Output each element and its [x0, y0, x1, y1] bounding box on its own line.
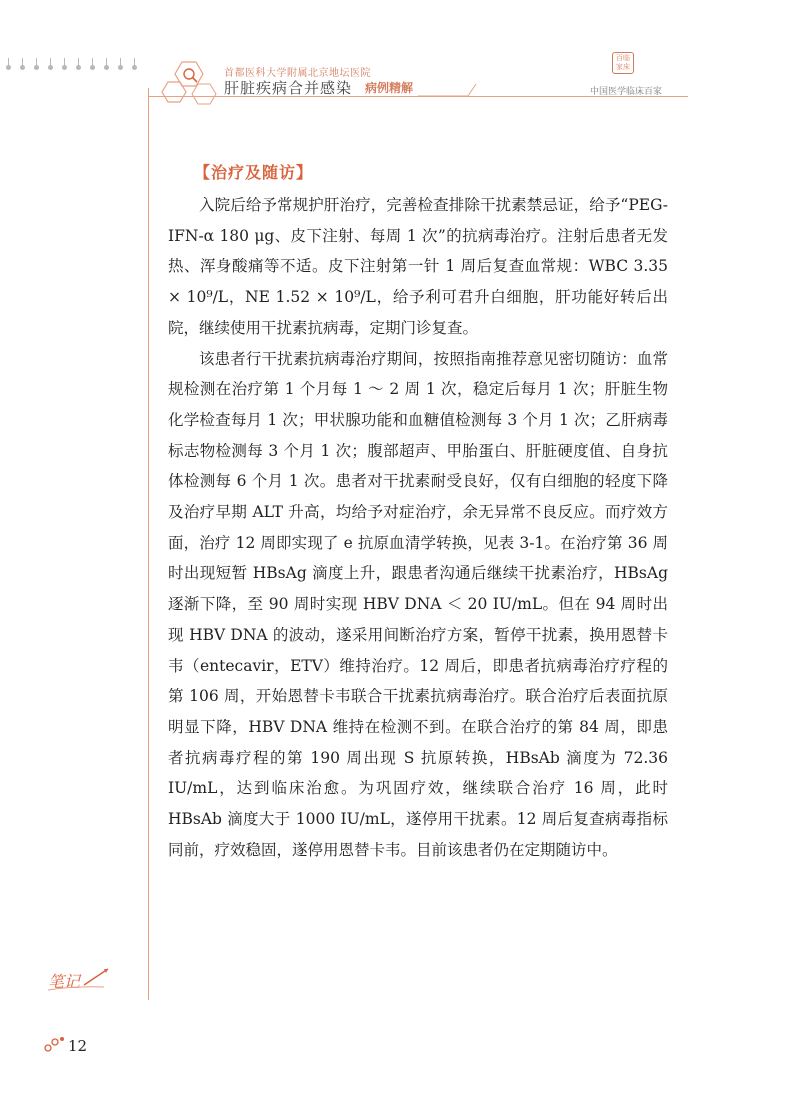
header-dot-ornament: [0, 58, 150, 78]
series-seal-logo: 百临 家床: [612, 52, 634, 74]
section-heading: 【治疗及随访】: [194, 163, 314, 182]
body-text: [168, 190, 668, 865]
notes-label: 笔记: [48, 972, 81, 991]
title-slant-line: [418, 82, 478, 98]
notes-pen-icon: [44, 963, 114, 993]
page-number-ornament-icon: [44, 1036, 66, 1052]
series-name: 中国医学临床百家: [590, 87, 663, 97]
page-number: 12: [68, 1037, 88, 1055]
paragraph: 该患者行干扰素抗病毒治疗期间，按照指南推荐意见密切随访：血常规检测在治疗第 1 个月每 1 ～ 2 周 1 次，稳定后每月 1 次；肝脏生物化学检查每月 1 次；甲状腺功能和血糖值检测每 3 个月 1 次；乙肝病毒标志物检测每 3 个月 1 次；腹部超声、甲胎蛋白、肝脏硬度值、自身抗体检测每 6 个月 1 次。患者对干扰素耐受良好，仅有白细胞的轻度下降及治疗早期 ALT 升高，均给予对症治疗，余无异常不良反应。而疗效方面，治疗 12 周即实现了 e 抗原血清学转换，见表 3-1。在治疗第 36 周时出现短暂 HBsAg 滴度上升，跟患者沟通后继续干扰素治疗，HBsAg 逐渐下降，至 90 周时实现 HBV DNA ＜ 20 IU/mL。但在 94 周时出现 HBV DNA 的波动，遂采用间断治疗方案，暂停干扰素，换用恩替卡韦（entecavir，ETV）维持治疗。12 周后，即患者抗病毒治疗疗程的第 106 周，开始恩替卡韦联合干扰素抗病毒治疗。联合治疗后表面抗原明显下降，HBV DNA 维持在检测不到。在联合治疗的第 84 周，即患者抗病毒疗程的第 190 周出现 S 抗原转换，HBsAb 滴度为 72.36 IU/mL，达到临床治愈。为巩固疗效，继续联合治疗 16 周，此时 HBsAb 滴度大于 1000 IU/mL，遂停用干扰素。12 周后复查病毒指标同前，疗效稳固，遂停用恩替卡韦。目前该患者仍在定期随访中。: [168, 349, 668, 859]
book-subtitle: 病例精解: [365, 81, 414, 95]
book-title: 肝脏疾病合并感染: [224, 79, 353, 97]
margin-divider: [148, 88, 149, 1000]
paragraph: 入院后给予常规护肝治疗，完善检查排除干扰素禁忌证，给予“PEG-IFN-α 180 μg、皮下注射、每周 1 次”的抗病毒治疗。注射后患者无发热、浑身酸痛等不适。皮下注射第一针 1 周后复查血常规：WBC 3.35 × 10⁹/L，NE 1.52 × 10⁹/L，给予利可君升白细胞，肝功能好转后出院，继续使用干扰素抗病毒，定期门诊复查。: [168, 196, 668, 337]
hospital-name: 首都医科大学附属北京地坛医院: [224, 68, 371, 79]
hexagon-logo-icon: [160, 58, 220, 108]
